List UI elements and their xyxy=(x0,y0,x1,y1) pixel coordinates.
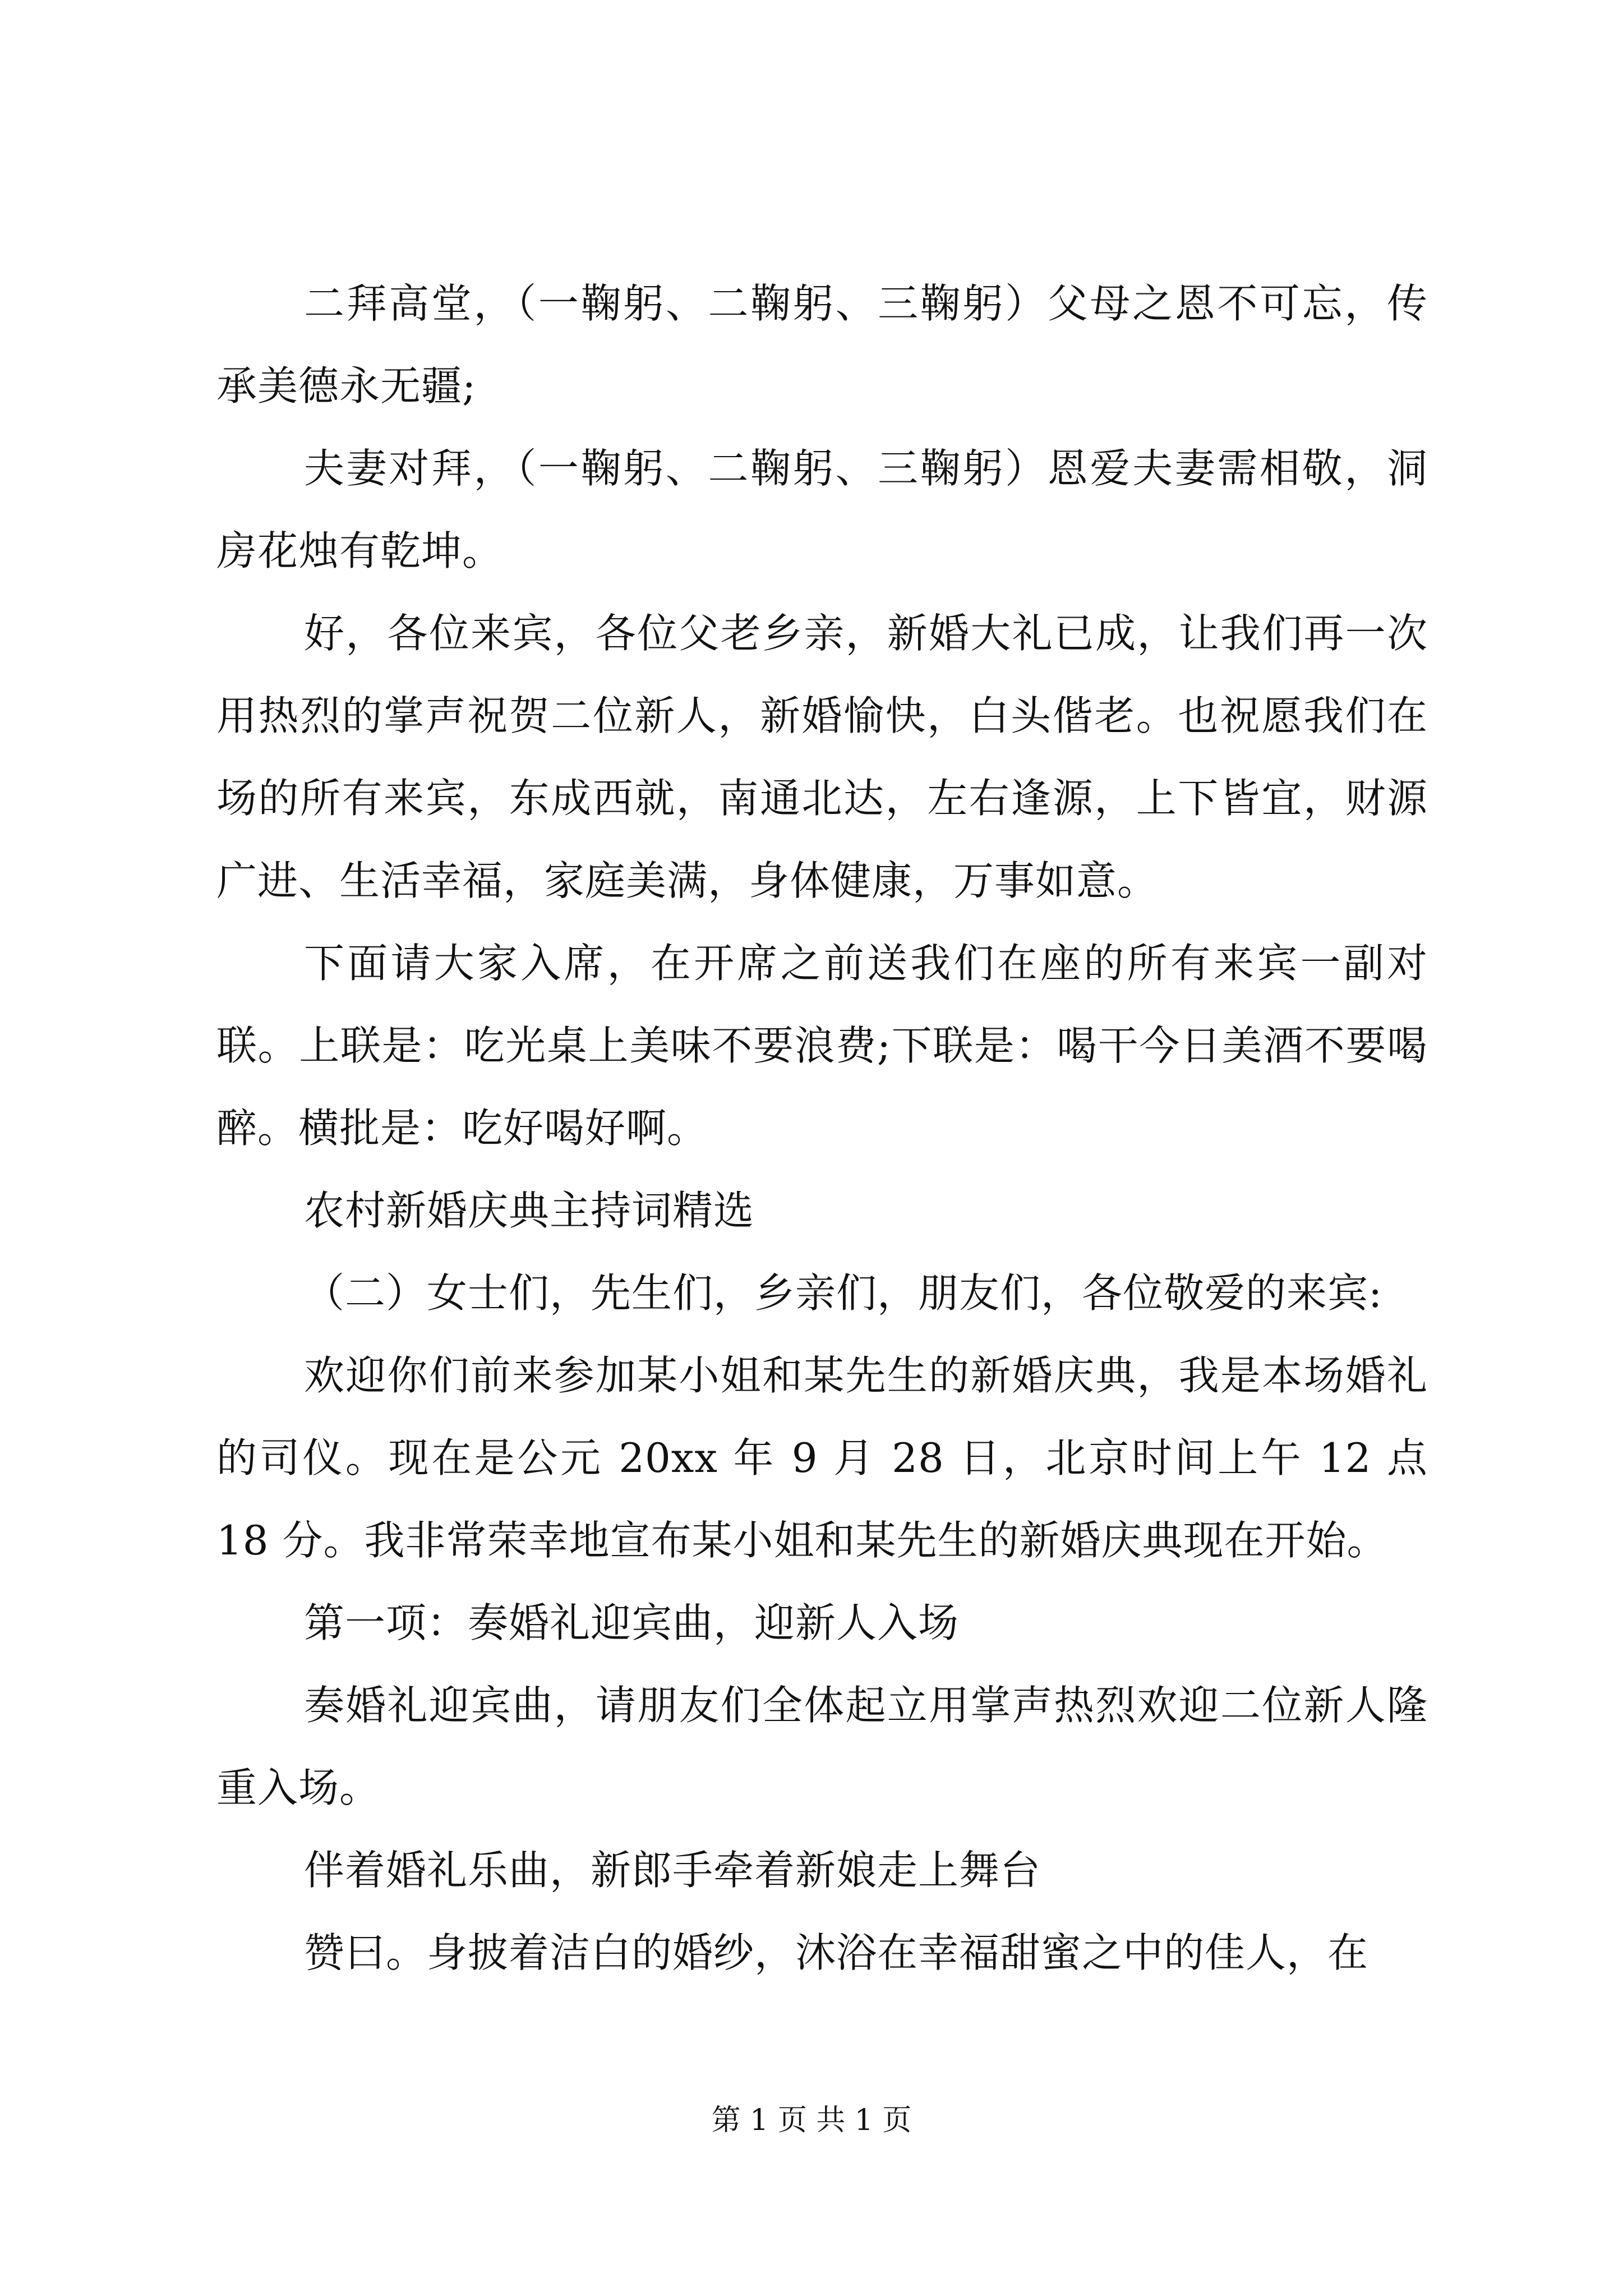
document-body xyxy=(216,263,1428,1994)
paragraph: （二）女士们，先生们，乡亲们，朋友们，各位敬爱的来宾: xyxy=(304,1269,1383,1317)
paragraph: 欢迎你们前来参加某小姐和某先生的新婚庆典，我是本场婚礼的司仪。现在是公元 20xx 年 9 月 28 日，北京时间上午 12 点 18 分。我非常荣幸地宣布某小姐和某先生的新婚庆典现在开始。 xyxy=(216,1352,1428,1564)
paragraph: 赞曰。身披着洁白的婚纱，沐浴在幸福甜蜜之中的佳人，在 xyxy=(304,1929,1369,1976)
page-footer: 第 1 页 共 1 页 xyxy=(711,2104,912,2137)
paragraph: 第一项：奏婚礼迎宾曲，迎新人入场 xyxy=(304,1599,960,1646)
paragraph: 好，各位来宾，各位父老乡亲，新婚大礼已成，让我们再一次用热烈的掌声祝贺二位新人，新婚愉快，白头偕老。也祝愿我们在场的所有来宾，东成西就，南通北达，左右逢源，上下皆宜，财源广进、生活幸福，家庭美满，身体健康，万事如意。 xyxy=(216,610,1428,904)
paragraph: 下面请大家入席，在开席之前送我们在座的所有来宾一副对联。上联是：吃光桌上美味不要浪费;下联是：喝干今日美酒不要喝醉。横批是：吃好喝好啊。 xyxy=(216,940,1428,1152)
paragraph: 夫妻对拜，（一鞠躬、二鞠躬、三鞠躬）恩爱夫妻需相敬，洞房花烛有乾坤。 xyxy=(216,445,1428,574)
paragraph: 奏婚礼迎宾曲，请朋友们全体起立用掌声热烈欢迎二位新人隆重入场。 xyxy=(216,1682,1428,1811)
paragraph: 伴着婚礼乐曲，新郎手牵着新娘走上舞台 xyxy=(304,1847,1041,1894)
section-heading: 农村新婚庆典主持词精选 xyxy=(304,1187,755,1234)
paragraph: 二拜高堂，（一鞠躬、二鞠躬、三鞠躬）父母之恩不可忘，传承美德永无疆; xyxy=(216,280,1428,409)
